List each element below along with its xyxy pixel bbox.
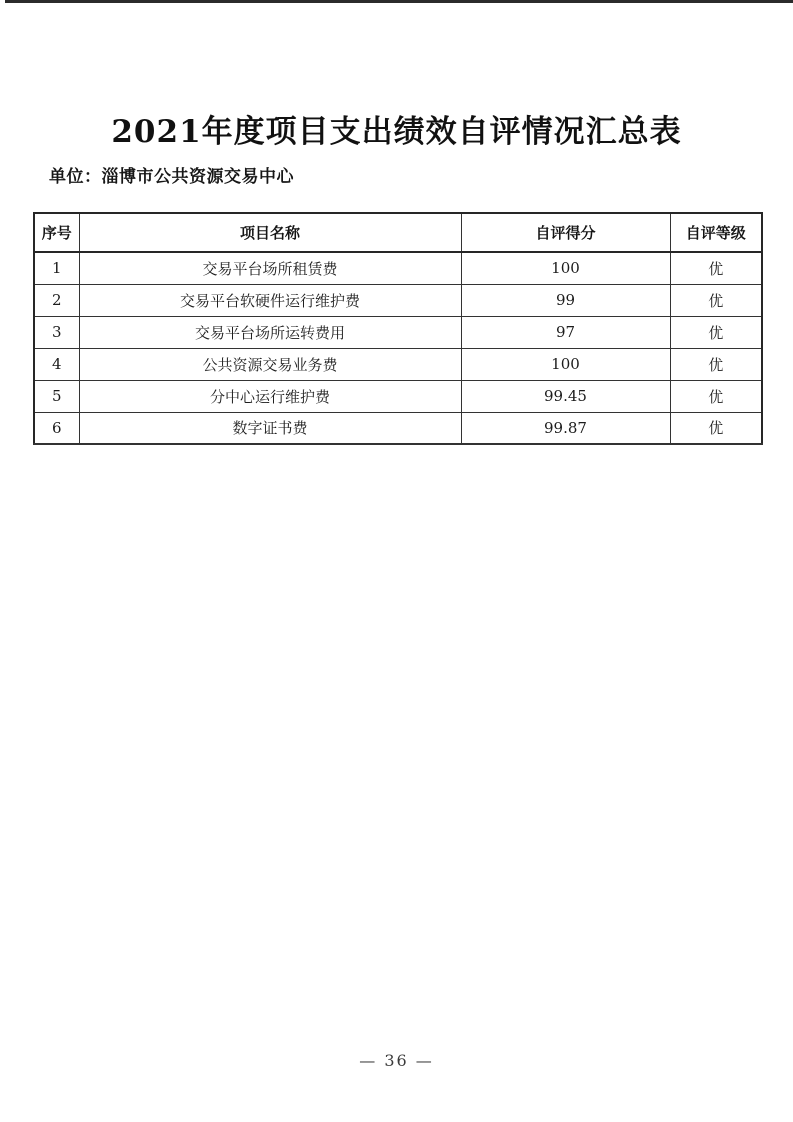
cell-serial: 6	[34, 412, 79, 444]
cell-serial: 3	[34, 316, 79, 348]
cell-serial: 4	[34, 348, 79, 380]
cell-serial: 1	[34, 252, 79, 284]
cell-score: 99.87	[461, 412, 670, 444]
cell-grade: 优	[670, 380, 762, 412]
table-row	[34, 412, 762, 444]
cell-score: 100	[461, 348, 670, 380]
unit-label: 单位：淄博市公共资源交易中心	[49, 167, 294, 186]
cell-project-name: 交易平台场所租赁费	[79, 252, 461, 284]
cell-score: 97	[461, 316, 670, 348]
summary-table	[33, 212, 763, 445]
table-header-row	[34, 213, 762, 252]
cell-grade: 优	[670, 412, 762, 444]
cell-project-name: 交易平台软硬件运行维护费	[79, 284, 461, 316]
cell-project-name: 交易平台场所运转费用	[79, 316, 461, 348]
table-row	[34, 316, 762, 348]
cell-score: 99.45	[461, 380, 670, 412]
cell-score: 99	[461, 284, 670, 316]
col-header-grade: 自评等级	[670, 213, 762, 252]
cell-project-name: 公共资源交易业务费	[79, 348, 461, 380]
cell-project-name: 数字证书费	[79, 412, 461, 444]
table-row	[34, 348, 762, 380]
cell-serial: 2	[34, 284, 79, 316]
col-header-project: 项目名称	[79, 213, 461, 252]
col-header-serial: 序号	[34, 213, 79, 252]
table-row	[34, 252, 762, 284]
scan-artifact-line	[5, 0, 793, 3]
cell-grade: 优	[670, 284, 762, 316]
cell-score: 100	[461, 252, 670, 284]
cell-serial: 5	[34, 380, 79, 412]
cell-grade: 优	[670, 348, 762, 380]
cell-project-name: 分中心运行维护费	[79, 380, 461, 412]
page-number: — 36 —	[359, 1051, 434, 1070]
col-header-score: 自评得分	[461, 213, 670, 252]
cell-grade: 优	[670, 316, 762, 348]
table-row	[34, 380, 762, 412]
cell-grade: 优	[670, 252, 762, 284]
page-title: 2021年度项目支出绩效自评情况汇总表	[111, 114, 682, 150]
table-row	[34, 284, 762, 316]
